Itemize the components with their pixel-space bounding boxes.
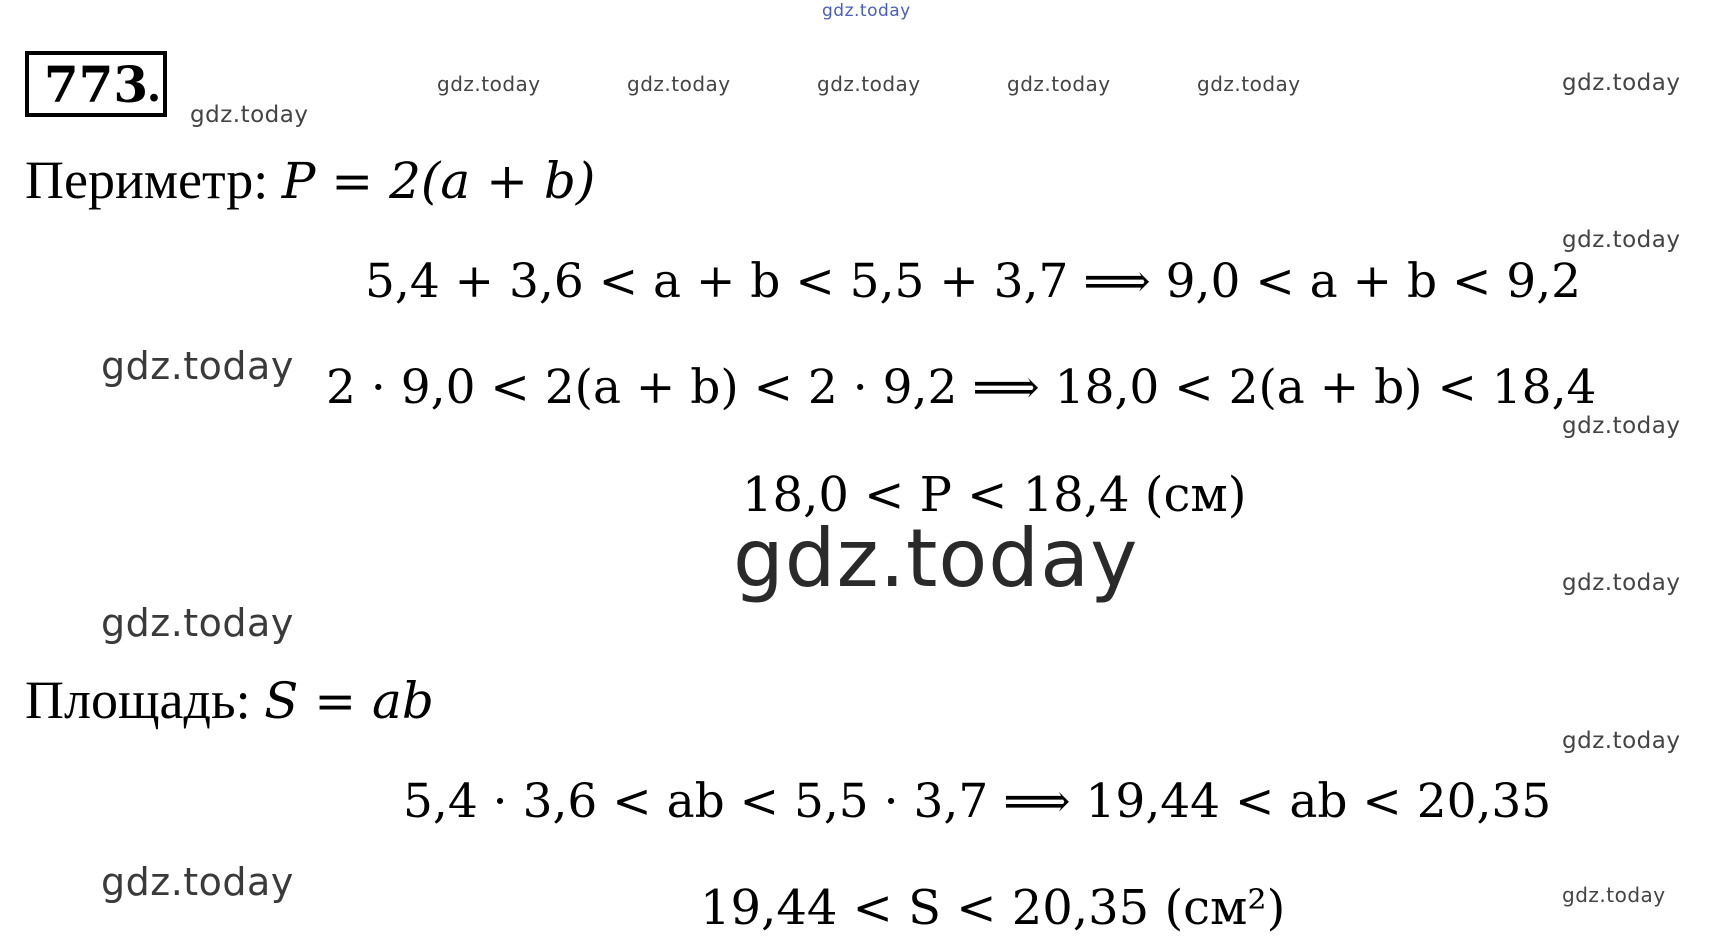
area-result: 19,44 < S < 20,35 (см²) (700, 880, 1286, 936)
area-line-1: 5,4 · 3,6 < ab < 5,5 · 3,7 ⟹ 19,44 < ab < 20,35 (403, 774, 1552, 829)
watermark: gdz.today (101, 344, 294, 388)
watermark: gdz.today (190, 102, 309, 128)
problem-number-box (25, 51, 167, 117)
perimeter-result: 18,0 < P < 18,4 (см) (742, 467, 1247, 523)
watermark: gdz.today (1562, 570, 1681, 596)
watermark-top: gdz.today (822, 1, 911, 21)
watermark: gdz.today (1562, 883, 1666, 907)
watermark: gdz.today (1197, 72, 1301, 96)
watermark: gdz.today (1007, 72, 1111, 96)
area-formula: S = ab (264, 672, 434, 730)
perimeter-heading (25, 150, 596, 210)
watermark: gdz.today (1562, 227, 1681, 253)
perimeter-formula: P = 2(a + b) (281, 152, 596, 210)
watermark-large-center: gdz.today (733, 512, 1139, 605)
watermark: gdz.today (101, 860, 294, 904)
watermark: gdz.today (1562, 728, 1681, 754)
perimeter-line-2: 2 · 9,0 < 2(a + b) < 2 · 9,2 ⟹ 18,0 < 2(a + b) < 18,4 (326, 360, 1597, 415)
perimeter-line-1: 5,4 + 3,6 < a + b < 5,5 + 3,7 ⟹ 9,0 < a + b < 9,2 (365, 254, 1582, 309)
area-heading (25, 670, 434, 730)
watermark: gdz.today (101, 601, 294, 645)
watermark: gdz.today (1562, 413, 1681, 439)
problem-number: 773 (43, 54, 149, 114)
watermark: gdz.today (437, 72, 541, 96)
watermark: gdz.today (627, 72, 731, 96)
watermark: gdz.today (1562, 70, 1681, 96)
watermark: gdz.today (817, 72, 921, 96)
problem-number-dot: . (148, 59, 160, 112)
area-label: Площадь: (25, 670, 265, 730)
perimeter-label: Периметр: (25, 150, 282, 210)
